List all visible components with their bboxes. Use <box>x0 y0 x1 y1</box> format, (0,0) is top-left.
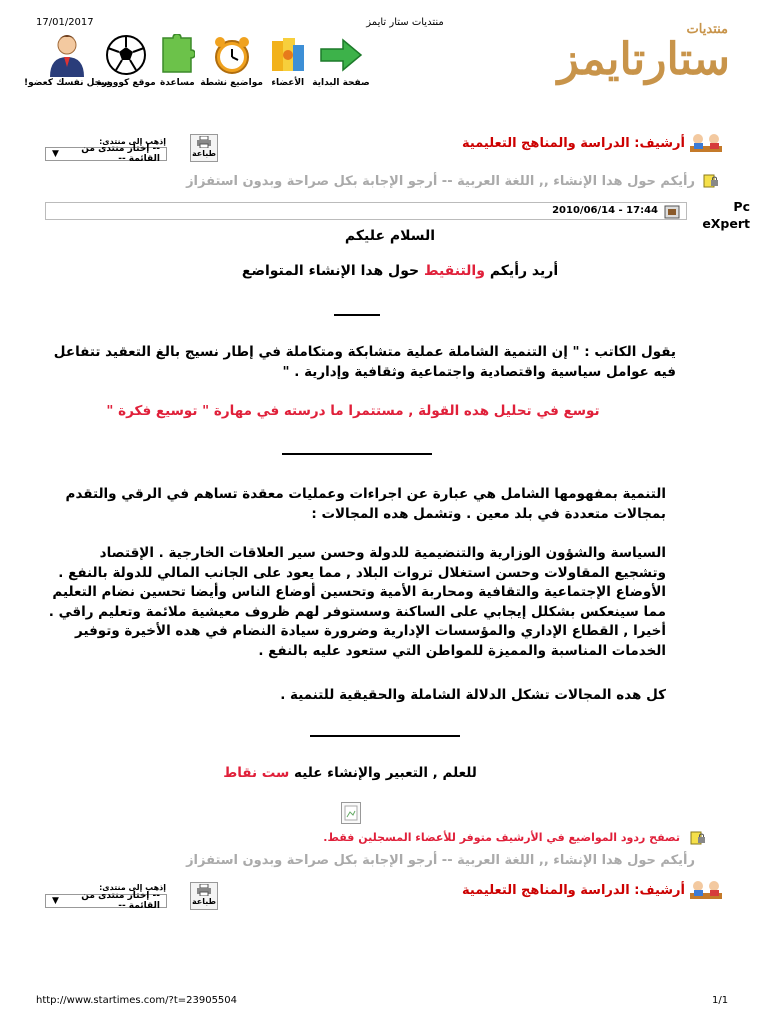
logo-big-text: ستارتايمز <box>557 34 730 85</box>
post-header-bar <box>45 202 687 220</box>
print-date: 17/01/2017 <box>36 17 94 28</box>
locked-topic-icon <box>690 829 706 849</box>
topic-title[interactable]: رأيكم حول هدا الإنشاء ,, اللغة العربية -- أرجو الإجابة بكل صراحة وبدون استفزاز <box>186 174 695 189</box>
locked-topic-icon <box>703 172 719 192</box>
nav-active-topics[interactable] <box>200 32 263 94</box>
archive-label: أرشيف: <box>634 136 685 151</box>
post-paragraph-1: التنمية بمفهومها الشامل هي عبارة عن اجراءات وعمليات معقدة تساهم في الرقي والتقدم بمجالات متعددة في بلد معين . وتشمل هده المجالات : <box>65 486 666 522</box>
post-icon <box>664 204 680 223</box>
nav-register[interactable] <box>24 32 110 94</box>
chevron-down-icon: ▼ <box>52 149 59 159</box>
breadcrumb <box>460 136 685 151</box>
user-icon <box>43 32 91 78</box>
printer-icon <box>191 135 217 149</box>
post-closing <box>200 764 500 784</box>
post-request <box>200 262 600 282</box>
request-b: حول هدا الإنشاء المتواضع <box>241 263 420 279</box>
nav-kooora[interactable] <box>96 32 156 94</box>
broken-image-icon <box>341 802 361 824</box>
jump-label: إذهب إلى منتدى: <box>99 137 166 146</box>
students-icon <box>688 132 724 158</box>
post-greeting: السلام عليكم <box>344 228 436 244</box>
alarm-clock-icon <box>208 32 256 78</box>
select-text: -- إختار منتدى من القائمة -- <box>81 144 160 164</box>
nav-help[interactable] <box>154 32 200 94</box>
print-title: منتديات ستار تايمز <box>366 17 444 28</box>
nav-label: الأعضاء <box>271 78 305 88</box>
arrow-right-icon <box>317 32 365 78</box>
post-task: توسع في تحليل هده القولة , مستتمرا ما درسته في مهارة " توسيع فكرة " <box>106 403 600 419</box>
post-datetime: 2010/06/14 - 17:44 <box>552 205 658 216</box>
print-button[interactable] <box>190 882 218 910</box>
forum-link[interactable]: الدراسة والمناهج التعليمية <box>462 136 630 151</box>
post-quote: يقول الكاتب : " إن التنمية الشاملة عملية متشابكة ومتكاملة في إطار نسيج بالغ التعقيد تتفاعل فيه عوامل سياسية واقتصادية واجتماعية وثقافية وإدارية . " <box>53 344 676 380</box>
nav-members[interactable] <box>263 32 313 94</box>
post-paragraph-2: السياسة والشؤون الوزارية والتنضيمية للدولة وحسن سير العلاقات الخارجية . الإقتصاد وتشجيع المقاولات وحسن استغلال تروات البلاد , مما يعود على الجانب المالي للدولة بالنفع . الأوضاع الإجتماعية والتقافية ومحاربة الأمية وتحسين أوضاع الناس وأيضا تحسين نضام التعليم مما سينعكس بشكلل إيجابي على الساكنة وسستوفر لهم ظروف معيشية ملائمة وتعليم راقي . أخيرا , القطاع الإداري والمؤسسات الإدارية وضرورة سيادة النضام في هده الأخيرة وتوفير الخدمات المناسبة والمميزة للمواطن التي ستعود عليه بالنفع . <box>48 545 666 659</box>
forum-jump-select[interactable] <box>45 144 167 164</box>
select-text: -- إختار منتدى من القائمة -- <box>81 891 160 911</box>
print-button[interactable] <box>190 134 218 162</box>
printer-icon <box>191 883 217 897</box>
nav-label: موقع كووورة <box>96 78 156 88</box>
logo-small-text: منتديات <box>686 22 728 37</box>
footer-url[interactable]: http://www.startimes.com/?t=23905504 <box>36 995 238 1006</box>
chevron-down-icon: ▼ <box>52 896 59 906</box>
forum-jump-select[interactable] <box>45 891 167 911</box>
request-a: أريد رأيكم <box>489 263 559 279</box>
request-red: والتنقيط <box>423 263 485 279</box>
site-logo[interactable] <box>555 22 730 92</box>
soccer-ball-icon <box>102 32 150 78</box>
footer-page: 1/1 <box>712 995 729 1006</box>
archive-notice: تصفح ردود المواضيع في الأرشيف متوفر للأعضاء المسجلين فقط. <box>323 831 680 844</box>
puzzle-icon <box>153 32 201 78</box>
nav-label: صفحة البداية <box>312 78 370 88</box>
students-icon <box>688 879 724 905</box>
breadcrumb <box>460 883 685 898</box>
nav-label: سجل نفسك كعضو! <box>24 78 110 88</box>
separator <box>282 453 432 455</box>
top-nav <box>24 32 370 94</box>
separator <box>310 735 460 737</box>
print-label: طباعة <box>191 149 217 158</box>
topic-title[interactable]: رأيكم حول هدا الإنشاء ,, اللغة العربية -- أرجو الإجابة بكل صراحة وبدون استفزاز <box>186 853 695 868</box>
forum-link[interactable]: الدراسة والمناهج التعليمية <box>462 883 630 898</box>
archive-label: أرشيف: <box>634 883 685 898</box>
post-author[interactable]: Pc eXpert <box>702 199 750 231</box>
nav-home[interactable] <box>312 32 370 94</box>
closing-red: ست نقاط <box>223 765 290 781</box>
post-paragraph-3: كل هده المجالات تشكل الدلالة الشاملة والحقيقية للتنمية . <box>280 687 666 703</box>
closing-a: للعلم , التعبير والإنشاء عليه <box>294 765 477 781</box>
nav-label: مساعدة <box>159 78 195 88</box>
members-icon <box>264 32 312 78</box>
jump-label: إذهب إلى منتدى: <box>99 883 166 892</box>
print-label: طباعة <box>191 897 217 906</box>
separator <box>334 314 380 316</box>
nav-label: مواضيع نشطة <box>200 78 263 88</box>
